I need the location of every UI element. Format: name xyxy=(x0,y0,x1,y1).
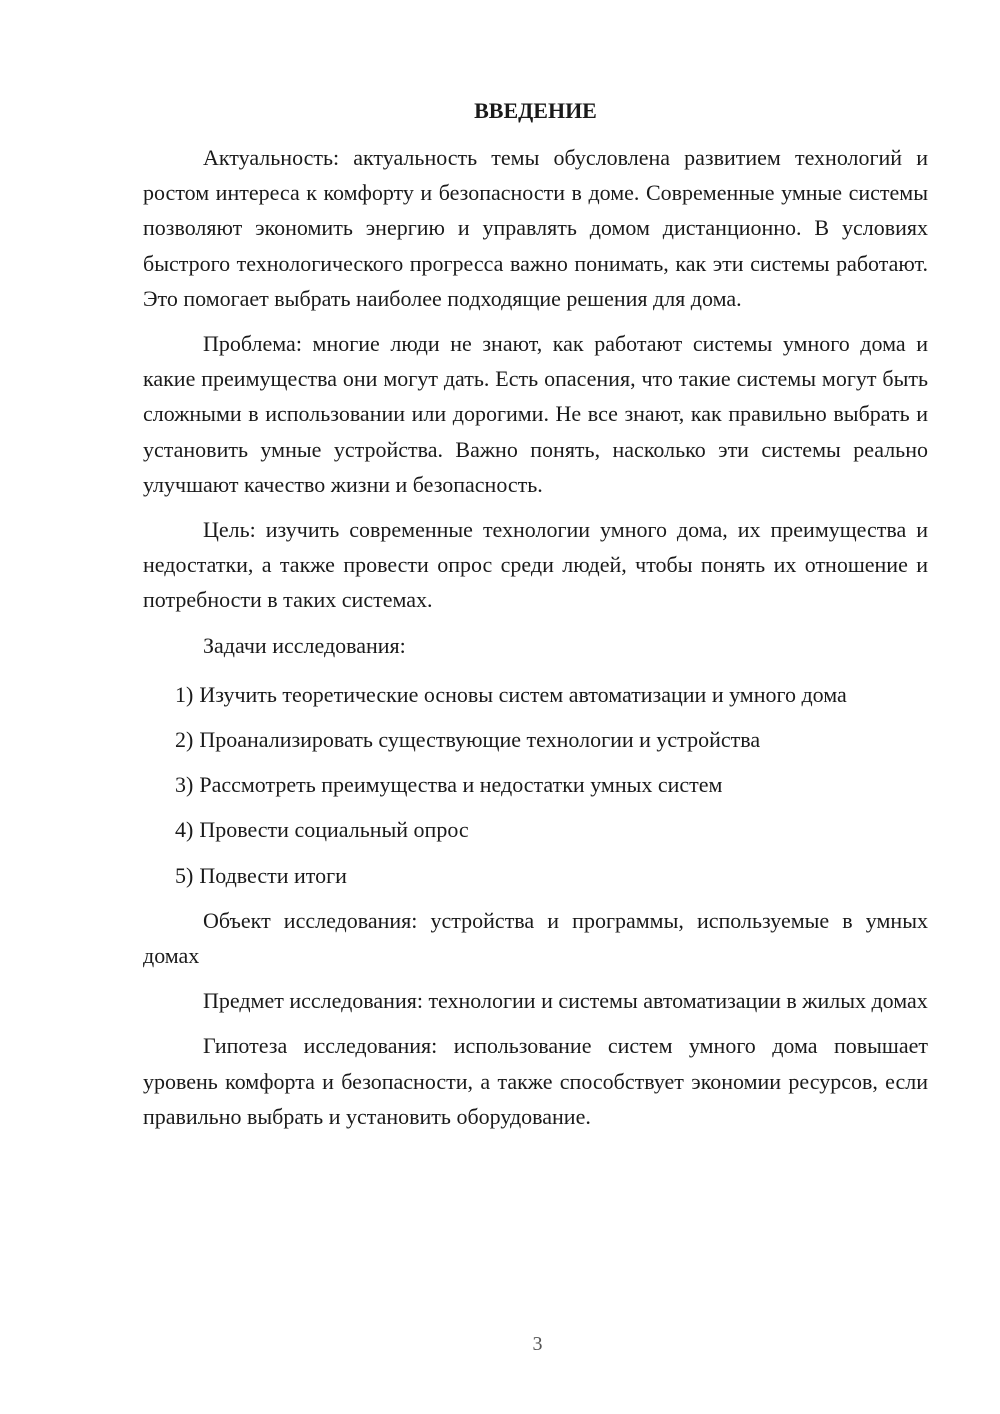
page-number: 3 xyxy=(532,1333,543,1355)
list-item-text: Провести социальный опрос xyxy=(199,817,469,843)
list-item xyxy=(143,858,928,893)
page-content xyxy=(143,96,928,1144)
hypothesis-paragraph: Гипотеза исследования: использование систем умного дома повышает уровень комфорта и безопасности, а также способствует экономии ресурсов, если правильно выбрать и установить оборудование. xyxy=(143,1033,928,1129)
tasks-heading: Задачи исследования: xyxy=(203,632,406,658)
list-item-text: Подвести итоги xyxy=(199,862,347,888)
subject-paragraph: Предмет исследования: технологии и системы автоматизации в жилых домах xyxy=(203,988,928,1014)
list-item-number: 1) xyxy=(175,681,194,707)
list-item-number: 5) xyxy=(175,862,194,888)
goal-paragraph: Цель: изучить современные технологии умного дома, их преимущества и недостатки, а также провести опрос среди людей, чтобы понять их отношение и потребности в таких системах. xyxy=(143,517,928,613)
list-item xyxy=(143,812,928,847)
list-item xyxy=(143,722,928,757)
list-item-text: Проанализировать существующие технологии и устройства xyxy=(199,727,761,753)
list-item xyxy=(143,677,928,712)
list-item-number: 2) xyxy=(175,727,194,753)
list-item-number: 4) xyxy=(175,817,194,843)
list-item-text: Изучить теоретические основы систем автоматизации и умного дома xyxy=(199,681,847,707)
list-item-number: 3) xyxy=(175,772,194,798)
problem-paragraph: Проблема: многие люди не знают, как работают системы умного дома и какие преимущества они могут дать. Есть опасения, что такие системы могут быть сложными в использовании или дорогими. Не все знают, как правильно выбрать и установить умные устройства. Важно понять, насколько эти системы реально улучшают качество жизни и безопасность. xyxy=(143,331,928,497)
page-title: ВВЕДЕНИЕ xyxy=(474,98,597,123)
object-paragraph: Объект исследования: устройства и программы, используемые в умных домах xyxy=(143,907,928,969)
list-item xyxy=(143,767,928,802)
list-item-text: Рассмотреть преимущества и недостатки умных систем xyxy=(199,772,723,798)
relevance-paragraph: Актуальность: актуальность темы обусловлена развитием технологий и ростом интереса к комфорту и безопасности в доме. Современные умные системы позволяют экономить энергию и управлять домом дистанционно. В условиях быстрого технологического прогресса важно понимать, как эти системы работают. Это помогает выбрать наиболее подходящие решения для дома. xyxy=(143,145,928,311)
tasks-list xyxy=(143,677,928,893)
